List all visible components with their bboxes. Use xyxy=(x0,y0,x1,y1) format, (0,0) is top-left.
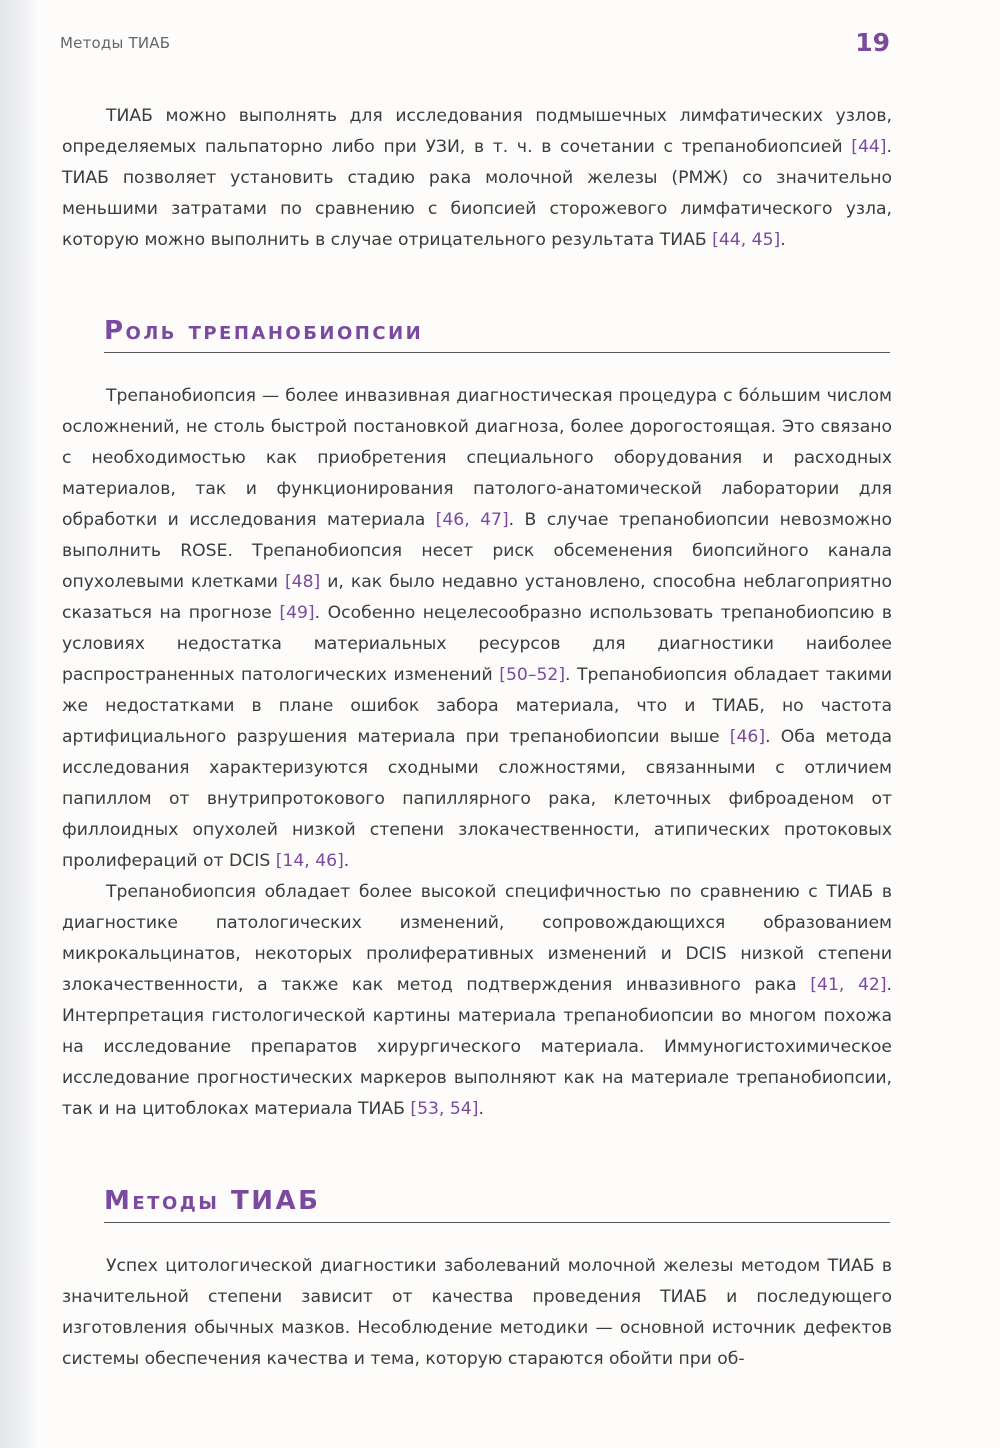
text-run: . xyxy=(780,230,786,250)
text-run: Трепанобиопсия обладает более высокой специфичностью по сравнению с ТИАБ в диагностике патологических изменений, сопровождающихся образованием микрокальцинатов, некоторых пролиферативных изменений и DCIS низкой степени злокачественности, а также как метод подтверждения инвазивного рака xyxy=(62,882,892,995)
citation-link[interactable]: [50–52] xyxy=(499,665,566,685)
citation-link[interactable]: [48] xyxy=(284,572,321,592)
section2-body xyxy=(62,1251,892,1375)
citation-link[interactable]: [14, 46] xyxy=(275,851,344,871)
running-title: Методы ТИАБ xyxy=(60,34,171,52)
citation-link[interactable]: [44, 45] xyxy=(712,230,781,250)
text-run: и, как было недавно установлено, способна неблагоприятно сказаться на прогнозе xyxy=(62,572,892,623)
text-run: . xyxy=(343,851,350,871)
section-heading-fnab-methods: Методы ТИАБ xyxy=(104,1184,890,1223)
text-run: Трепанобиопсия — более инвазивная диагностическая процедура с бо́льшим числом осложнений, не столь быстрой постановкой диагноза, более дорогостоящая. Это связано с необходимостью как приобретения специального оборудования и расходных материалов, так и функционирования патолого-анатомической лаборатории для обработки и исследования материала xyxy=(62,386,892,530)
page-edge-shadow xyxy=(0,0,38,1448)
section2-paragraph-1: Успех цитологической диагностики заболеваний молочной железы методом ТИАБ в значительной степени зависит от качества проведения ТИАБ и последующего изготовления обычных мазков. Несоблюдение методики — основной источник дефектов системы обеспечения качества и тема, которую стараются обойти при об- xyxy=(62,1256,892,1369)
text-run: . В случае трепанобиопсии невозможно выполнить ROSE. Трепанобиопсия несет риск обсеменения биопсийного канала опухолевыми клетками xyxy=(62,510,892,592)
citation-link[interactable]: [41, 42] xyxy=(810,975,887,995)
section1-paragraph-1 xyxy=(62,381,892,877)
text-run: . Оба метода исследования характеризуются сходными сложностями, связанными с отличием папиллом от внутрипротокового папиллярного рака, клеточных фиброаденом от филлоидных опухолей низкой степени злокачественности, атипических протоковых пролифераций от DCIS xyxy=(62,727,892,871)
text-run: . Трепанобиопсия обладает такими же недостатками в плане ошибок забора материала, что и ТИАБ, но частота артифициального разрушения материала при трепанобиопсии выше xyxy=(62,665,892,747)
intro-paragraph xyxy=(62,101,892,256)
text-run: . Интерпретация гистологической картины материала трепанобиопсии во многом похожа на исследование препаратов хирургического материала. Иммуногистохимическое исследование прогностических маркеров выполняют как на материале трепанобиопсии, так и на цитоблоках материала ТИАБ xyxy=(62,975,892,1119)
citation-link[interactable]: [46] xyxy=(729,727,766,747)
citation-link[interactable]: [49] xyxy=(279,603,315,623)
page-header xyxy=(60,28,890,62)
section1-body xyxy=(62,381,892,1125)
section1-paragraph-2 xyxy=(62,877,892,1125)
text-run: . ТИАБ позволяет установить стадию рака молочной железы (РМЖ) со значительно меньшими затратами по сравнению с биопсией сторожевого лимфатического узла, которую можно выполнить в случае отрицательного результата ТИАБ xyxy=(62,137,892,250)
text-run: . Особенно нецелесообразно использовать трепанобиопсию в условиях недостатка материальных ресурсов для диагностики наиболее распространенных патологических изменений xyxy=(62,603,892,685)
citation-link[interactable]: [53, 54] xyxy=(410,1099,479,1119)
text-run: ТИАБ можно выполнять для исследования подмышечных лимфатических узлов, определяемых пальпаторно либо при УЗИ, в т. ч. в сочетании с трепанобиопсией xyxy=(62,106,892,157)
citation-link[interactable]: [44] xyxy=(851,137,887,157)
page-number: 19 xyxy=(855,28,890,57)
citation-link[interactable]: [46, 47] xyxy=(435,510,509,530)
section-heading-trepanobiopsy: Роль трепанобиопсии xyxy=(104,314,890,353)
text-run: . xyxy=(478,1099,484,1119)
intro-block xyxy=(62,101,892,256)
